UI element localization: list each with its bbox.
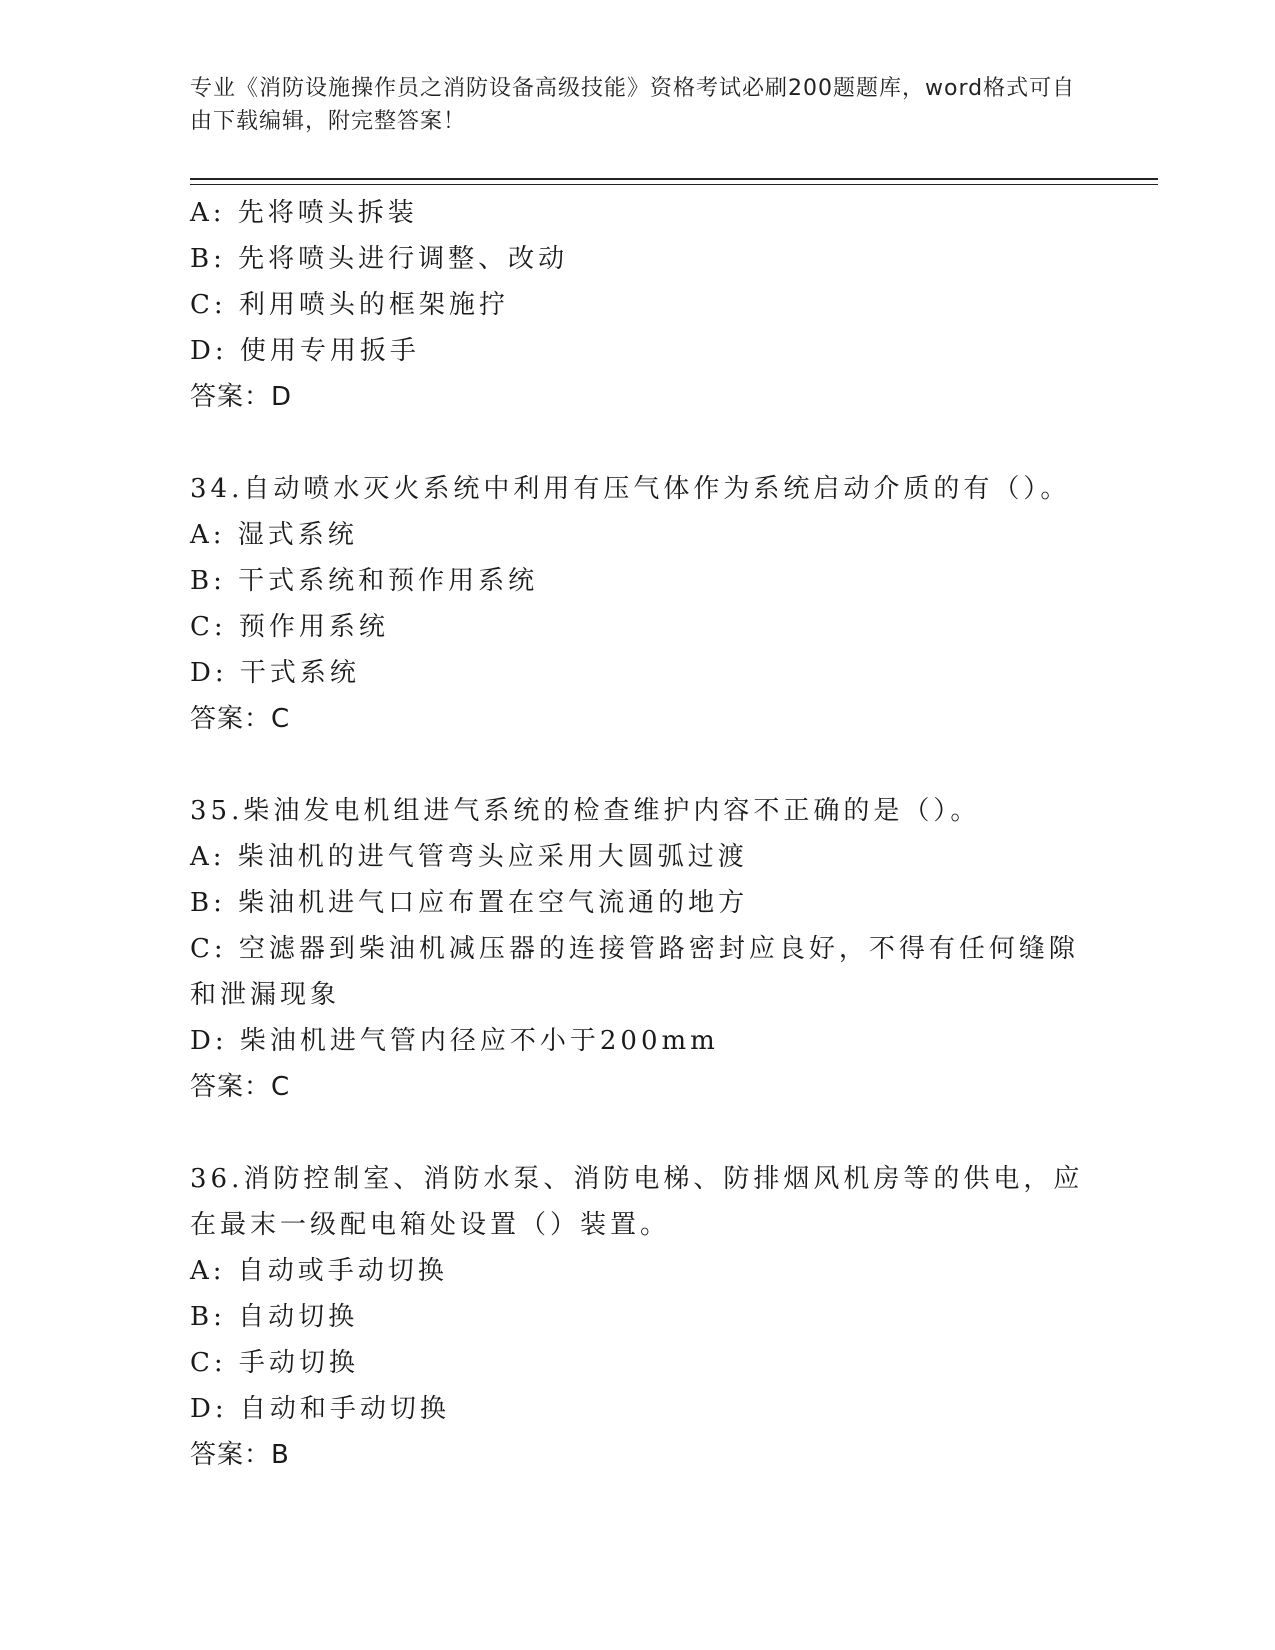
question-text: 36.消防控制室、消防水泵、消防电梯、防排烟风机房等的供电，应在最末一级配电箱处设置（）装置。 xyxy=(190,1164,1084,1240)
question-block-34 xyxy=(190,466,1090,742)
option-b: B: 先将喷头进行调整、改动 xyxy=(190,244,569,274)
option-a: A: 先将喷头拆装 xyxy=(190,198,418,228)
answer-line: 答案：C xyxy=(190,704,291,734)
answer-line: 答案：D xyxy=(190,382,293,412)
question-block-35 xyxy=(190,788,1090,1110)
header-divider-thin xyxy=(190,184,1158,185)
option-b: B: 柴油机进气口应布置在空气流通的地方 xyxy=(190,888,749,918)
header-divider-thick xyxy=(190,178,1158,180)
document-header: 专业《消防设施操作员之消防设备高级技能》资格考试必刷200题题库，word格式可自由下载编辑，附完整答案！ xyxy=(190,76,1076,134)
option-d: D: 自动和手动切换 xyxy=(190,1394,450,1424)
option-b: B: 干式系统和预作用系统 xyxy=(190,566,539,596)
answer-line: 答案：C xyxy=(190,1072,291,1102)
option-c: C: 利用喷头的框架施拧 xyxy=(190,290,509,320)
question-block-36 xyxy=(190,1156,1090,1478)
option-c: C: 手动切换 xyxy=(190,1348,359,1378)
option-a: A: 柴油机的进气管弯头应采用大圆弧过渡 xyxy=(190,842,748,872)
answer-line: 答案：B xyxy=(190,1440,290,1470)
question-text: 34.自动喷水灭火系统中利用有压气体作为系统启动介质的有（）。 xyxy=(190,474,1071,504)
question-block-33 xyxy=(190,190,1090,420)
option-d: D: 柴油机进气管内径应不小于200mm xyxy=(190,1026,719,1056)
option-c: C: 预作用系统 xyxy=(190,612,389,642)
option-b: B: 自动切换 xyxy=(190,1302,359,1332)
question-list xyxy=(190,190,1090,1524)
option-c: C: 空滤器到柴油机减压器的连接管路密封应良好，不得有任何缝隙和泄漏现象 xyxy=(190,934,1079,1010)
option-a: A: 湿式系统 xyxy=(190,520,358,550)
option-a: A: 自动或手动切换 xyxy=(190,1256,448,1286)
option-d: D: 使用专用扳手 xyxy=(190,336,420,366)
question-text: 35.柴油发电机组进气系统的检查维护内容不正确的是（）。 xyxy=(190,796,981,826)
option-d: D: 干式系统 xyxy=(190,658,360,688)
